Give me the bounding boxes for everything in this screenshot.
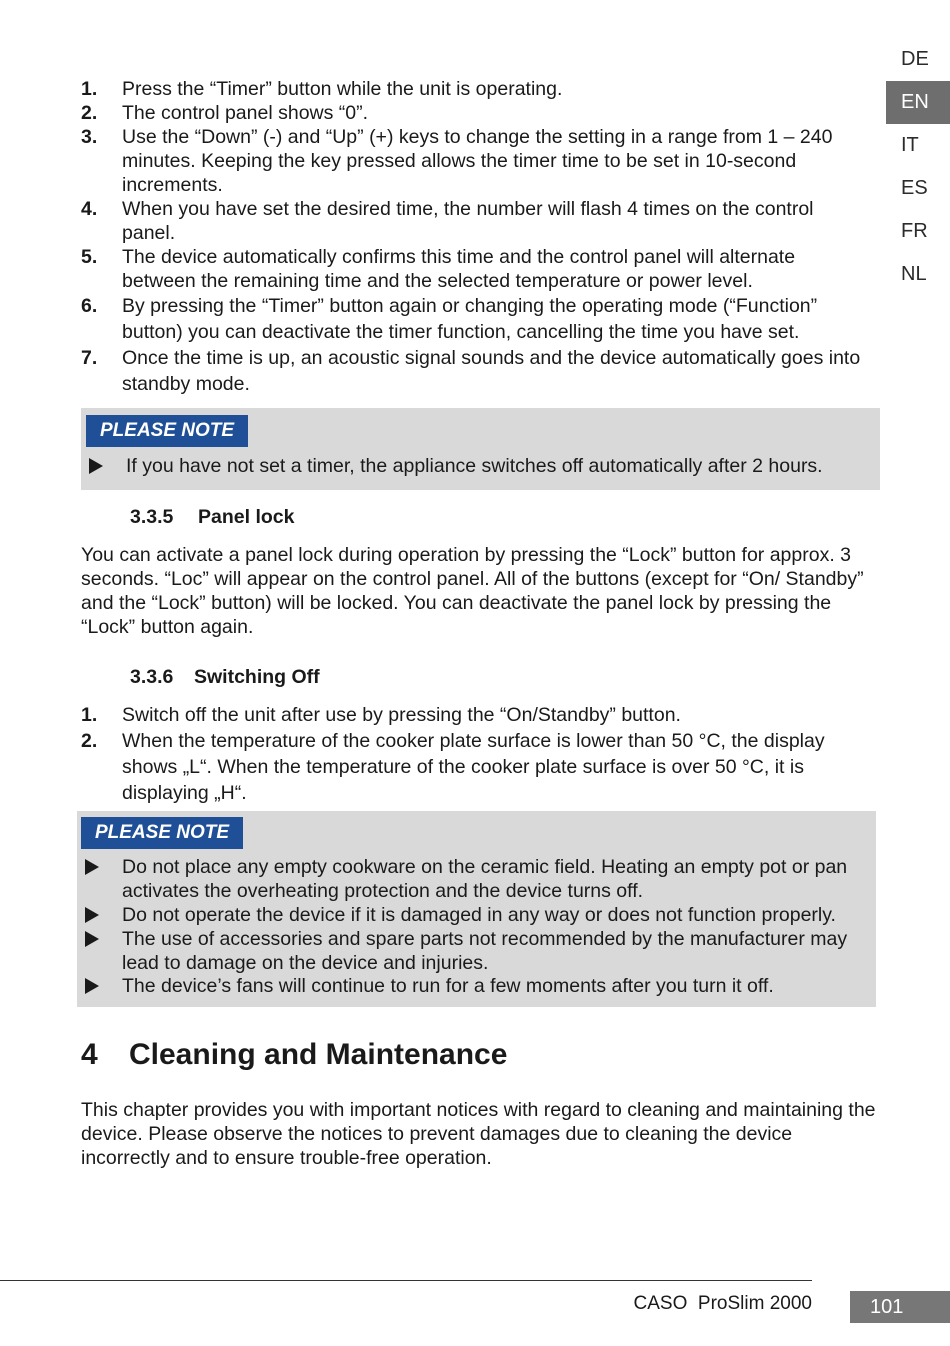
step-text: The device automatically confirms this time and the control panel will alternate between the remaining time and the selected temperature or power level. [122,246,796,292]
step-number: 7. [81,347,98,369]
list-item [81,125,871,197]
lang-tab-fr[interactable]: FR [901,220,928,242]
list-item [81,293,871,345]
lang-tab-de[interactable]: DE [901,48,929,70]
note-text: The use of accessories and spare parts not recommended by the manufacturer may lead to damage on the device and injuries. [122,928,848,974]
list-item [81,77,871,101]
footer-product-name: CASO ProSlim 2000 [633,1293,812,1314]
chapter-number: 4 [81,1038,98,1071]
step-number: 5. [81,246,98,268]
step-number: 2. [81,730,98,752]
section-title: Switching Off [194,666,320,688]
lang-tab-es[interactable]: ES [901,177,928,199]
note-item [77,974,876,998]
note-text: Do not place any empty cookware on the ceramic field. Heating an empty pot or pan activates the overheating protection and the device turns off. [122,856,848,902]
please-note-badge: PLEASE NOTE [81,817,243,849]
step-number: 1. [81,78,98,100]
please-note-badge: PLEASE NOTE [86,415,248,447]
step-number: 2. [81,102,98,124]
language-tabs [886,38,950,296]
step-text: Use the “Down” (-) and “Up” (+) keys to change the setting in a range from 1 – 240 minutes. Keeping the key pressed allows the timer time to be set in 10-second increments. [122,126,833,196]
section-heading-panel-lock [130,506,294,529]
section-number: 3.3.6 [130,666,174,688]
list-item [81,101,871,125]
lang-tab-nl[interactable]: NL [901,263,927,285]
step-text: By pressing the “Timer” button again or changing the operating mode (“Function” button) you can deactivate the timer function, cancelling the time you have set. [122,295,818,343]
note-item [77,855,876,903]
note-box [77,811,876,1007]
list-item [81,728,871,806]
step-number: 6. [81,295,98,317]
list-item [81,345,871,397]
list-item [81,702,871,728]
footer-divider [0,1280,812,1281]
timer-steps-list [81,77,871,397]
note-text: If you have not set a timer, the appliance switches off automatically after 2 hours. [126,455,823,477]
step-text: Once the time is up, an acoustic signal sounds and the device automatically goes into standby mode. [122,347,861,395]
step-text: Press the “Timer” button while the unit is operating. [122,78,563,100]
note-item [81,454,880,478]
panel-lock-paragraph: You can activate a panel lock during operation by pressing the “Lock” button for approx. 3 seconds. “Loc” will appear on the control panel. All of the buttons (except for “On/ Standby” and the “Lock” button) will be locked. You can deactivate the panel lock by pressing the “Lock” button again. [81,544,864,638]
chapter-intro-paragraph: This chapter provides you with important notices with regard to cleaning and maintaining the device. Please observe the notices to prevent damages due to cleaning the device incorrectly and to ensure trouble-free operation. [81,1099,876,1169]
step-number: 4. [81,198,98,220]
page-number: 101 [850,1291,950,1323]
switch-off-steps-list [81,702,871,806]
list-item [81,245,871,293]
list-item [81,197,871,245]
lang-tab-en[interactable]: EN [886,81,950,124]
lang-tab-it[interactable]: IT [901,134,919,156]
note-box [81,408,880,490]
note-item [77,903,876,927]
bullet-triangle-icon [85,907,99,923]
note-text: Do not operate the device if it is damaged in any way or does not function properly. [122,904,836,926]
bullet-triangle-icon [85,931,99,947]
note-item [77,927,876,975]
step-number: 1. [81,704,98,726]
step-text: When the temperature of the cooker plate surface is lower than 50 °C, the display shows „L“. When the temperature of the cooker plate surface is over 50 °C, it is displaying „H“. [122,730,825,804]
step-number: 3. [81,126,98,148]
note-text: The device’s fans will continue to run for a few moments after you turn it off. [122,975,774,997]
bullet-triangle-icon [85,978,99,994]
section-number: 3.3.5 [130,506,174,528]
step-text: Switch off the unit after use by pressing the “On/Standby” button. [122,704,681,726]
section-heading-switching-off [130,666,320,689]
section-title: Panel lock [198,506,295,528]
bullet-triangle-icon [85,859,99,875]
step-text: The control panel shows “0”. [122,102,369,124]
step-text: When you have set the desired time, the number will flash 4 times on the control panel. [122,198,814,244]
chapter-heading [81,1038,507,1072]
chapter-title: Cleaning and Maintenance [129,1038,508,1071]
bullet-triangle-icon [89,458,103,474]
